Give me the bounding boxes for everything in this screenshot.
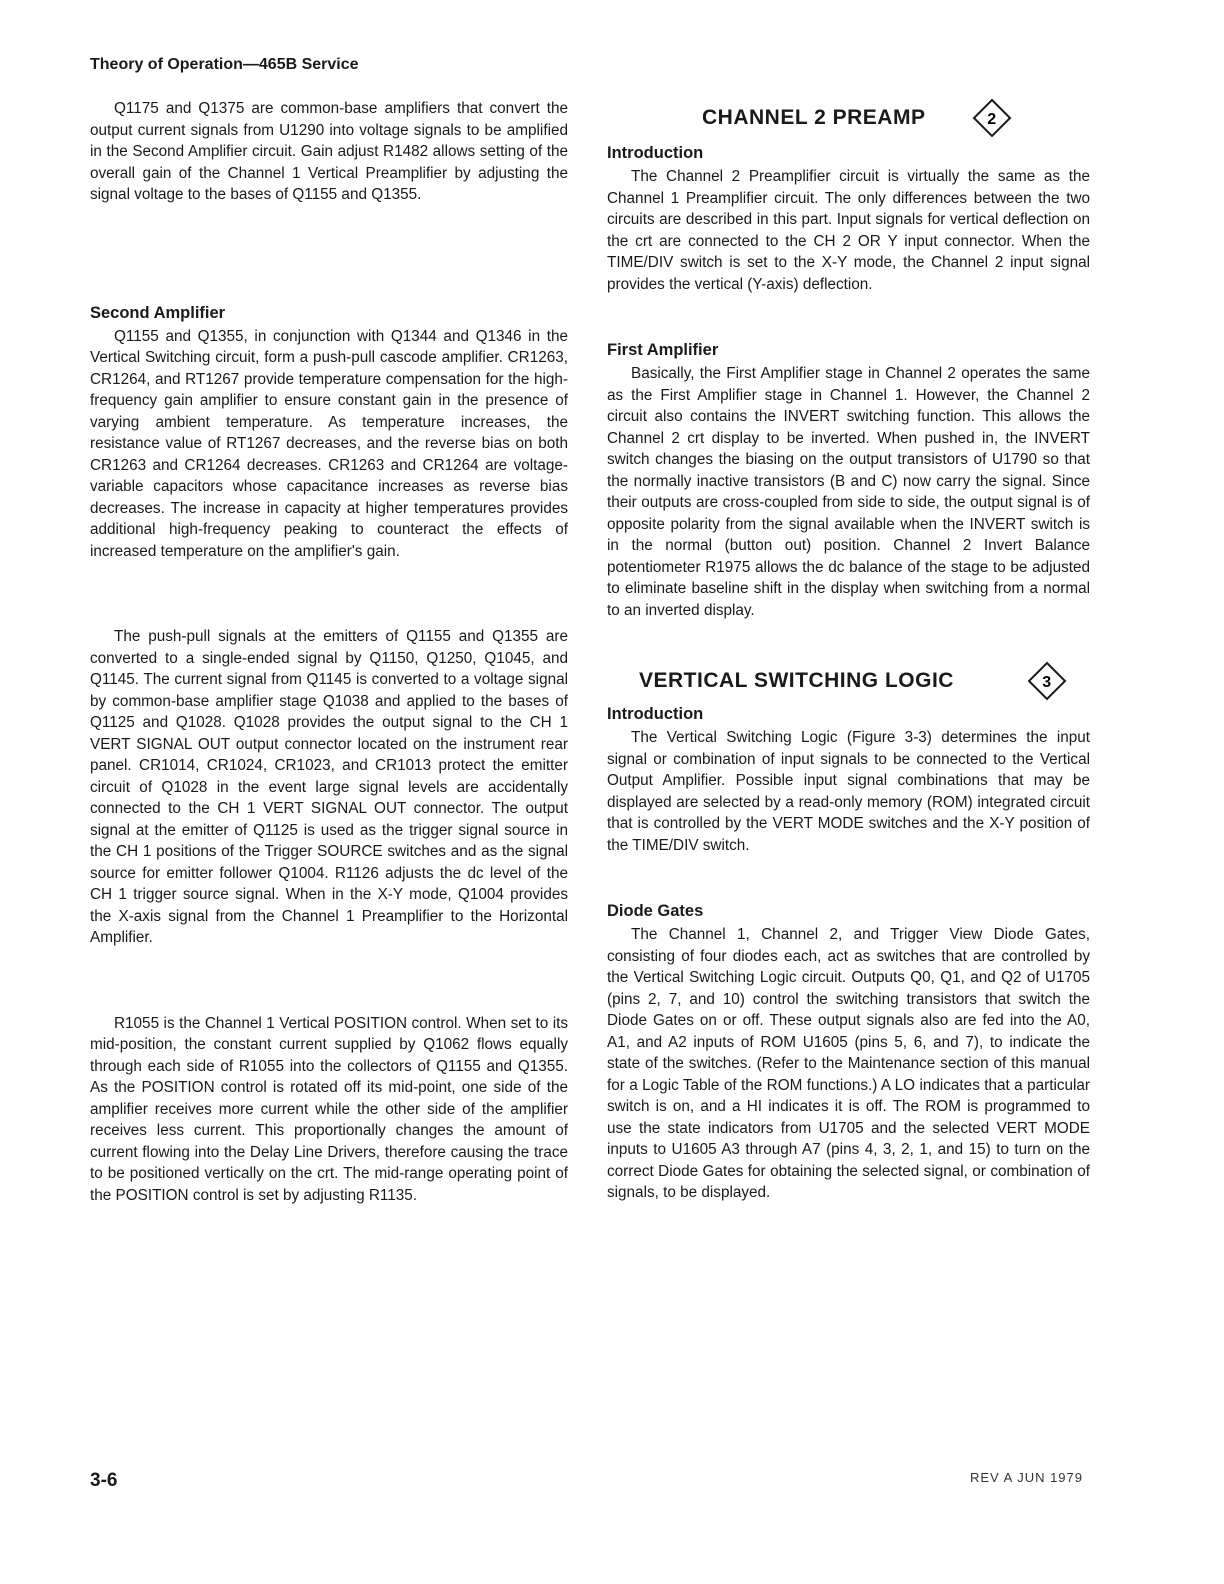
second-amplifier-heading: Second Amplifier xyxy=(90,303,226,322)
channel-2-preamp-section-title xyxy=(607,98,1090,138)
section-title-text: CHANNEL 2 PREAMP xyxy=(702,106,926,129)
badge-number: 3 xyxy=(1042,674,1052,691)
left-column xyxy=(90,98,568,1206)
paragraph-first-amplifier: Basically, the First Amplifier stage in Channel 2 operates the same as the First Amplifier stage in Channel 1. However, the Channel 2 circuit also contains the INVERT switching function. This allows the Channel 2 crt display to be inverted. When pushed in, the INVERT switch changes the biasing on the output transistors of U1790 so that the normally inactive transistors (B and C) now carry the signal. Since their outputs are cross-coupled from side to side, the output signal is of opposite polarity from the signal available when the INVERT switch is in the normal (button out) position. Channel 2 Invert Balance potentiometer R1975 allows the dc balance of the stage to be adjusted to eliminate baseline shift in the display when switching from a normal to an inverted display. xyxy=(607,365,1090,619)
section-title-text: VERTICAL SWITCHING LOGIC xyxy=(639,669,954,692)
paragraph-vertical-switching-intro: The Vertical Switching Logic (Figure 3-3) determines the input signal or combination of input signals to be connected to the Vertical Output Amplifier. Possible input signal combinations that may be displayed are selected by a read-only memory (ROM) integrated circuit that is controlled by the VERT MODE switches and the X-Y position of the TIME/DIV switch. xyxy=(607,729,1090,854)
badge-number: 2 xyxy=(987,111,997,128)
running-header: Theory of Operation—465B Service xyxy=(90,56,359,73)
paragraph-push-pull: The push-pull signals at the emitters of Q1155 and Q1355 are converted to a single-ended signal by Q1150, Q1250, Q1045, and Q1145. The current signal from Q1145 is converted to a voltage signal by common-base amplifier stage Q1038 and applied to the bases of Q1125 and Q1028. Q1028 provides the output signal to the CH 1 VERT SIGNAL OUT output connector located on the instrument rear panel. CR1014, CR1024, CR1023, and CR1013 protect the emitter circuit of Q1028 in the event large signal levels are accidentally connected to the CH 1 VERT SIGNAL OUT connector. The output signal at the emitter of Q1125 is used as the trigger signal source in the CH 1 positions of the Trigger SOURCE switches and as the signal source for emitter follower Q1004. R1126 adjusts the dc level of the CH 1 trigger source signal. When in the X-Y mode, Q1004 provides the X-axis signal from the Channel 1 Preamplifier to the Horizontal Amplifier. xyxy=(90,628,568,946)
paragraph-common-base: Q1175 and Q1375 are common-base amplifiers that convert the output current signals from U1290 into voltage signals to be amplified in the Second Amplifier circuit. Gain adjust R1482 allows setting of the overall gain of the Channel 1 Vertical Preamplifier by adjusting the signal voltage to the bases of Q1155 and Q1355. xyxy=(90,100,568,203)
diagram-3-badge-icon xyxy=(1027,661,1067,701)
diode-gates-heading: Diode Gates xyxy=(607,902,704,920)
introduction-heading: Introduction xyxy=(607,144,704,162)
page-number: 3-6 xyxy=(90,1470,118,1491)
right-column xyxy=(607,98,1090,1204)
revision-date: REV A JUN 1979 xyxy=(970,1470,1083,1485)
diagram-2-badge-icon xyxy=(972,98,1012,138)
paragraph-position-control: R1055 is the Channel 1 Vertical POSITION control. When set to its mid-position, the constant current supplied by Q1062 flows equally through each side of R1055 into the collectors of Q1155 and Q1355. As the POSITION control is rotated off its mid-point, one side of the amplifier receives more current while the other side of the amplifier receives less current. This proportionally changes the amount of current flowing into the Delay Line Drivers, therefore causing the trace to be positioned vertically on the crt. The mid-range operating point of the POSITION control is set by adjusting R1135. xyxy=(90,1014,568,1204)
first-amplifier-heading: First Amplifier xyxy=(607,341,719,359)
paragraph-channel-2-intro: The Channel 2 Preamplifier circuit is virtually the same as the Channel 1 Preamplifier circuit. The only differences between the two circuits are described in this part. Input signals for vertical deflection on the crt are connected to the CH 2 OR Y input connector. When the TIME/DIV switch is set to the X-Y mode, the Channel 2 input signal provides the vertical (Y-axis) deflection. xyxy=(607,168,1090,293)
paragraph-diode-gates: The Channel 1, Channel 2, and Trigger View Diode Gates, consisting of four diodes each, act as switches that are controlled by the Vertical Switching Logic circuit. Outputs Q0, Q1, and Q2 of U1705 (pins 2, 7, and 10) control the switching transistors that switch the Diode Gates on or off. These output signals also are fed into the A0, A1, and A2 inputs of ROM U1605 (pins 5, 6, and 7), to indicate the state of the switches. (Refer to the Maintenance section of this manual for a Logic Table of the ROM functions.) A LO indicates that a particular switch is on, and a HI indicates it is off. The ROM is programmed to use the state indicators from U1705 and the selected VERT MODE inputs to U1605 A3 through A7 (pins 4, 3, 2, 1, and 15) to turn on the correct Diode Gates for obtaining the selected signal, or combination of signals, to be displayed. xyxy=(607,926,1090,1201)
vertical-switching-logic-section-title xyxy=(607,661,1090,701)
paragraph-second-amplifier: Q1155 and Q1355, in conjunction with Q1344 and Q1346 in the Vertical Switching circuit, form a push-pull cascode amplifier. CR1263, CR1264, and RT1267 provide temperature compensation for the high-frequency gain amplifier to ensure constant gain in the presence of varying ambient temperature. As temperature increases, the resistance value of RT1267 decreases, and the reverse bias on both CR1263 and CR1264 decreases. CR1263 and CR1264 are voltage-variable capacitors whose capacitance increases as reverse bias decreases. The increase in capacity at higher temperatures provides additional high-frequency peaking to counteract the effects of increased temperature on the amplifier's gain. xyxy=(90,327,568,560)
introduction-heading: Introduction xyxy=(607,705,704,723)
